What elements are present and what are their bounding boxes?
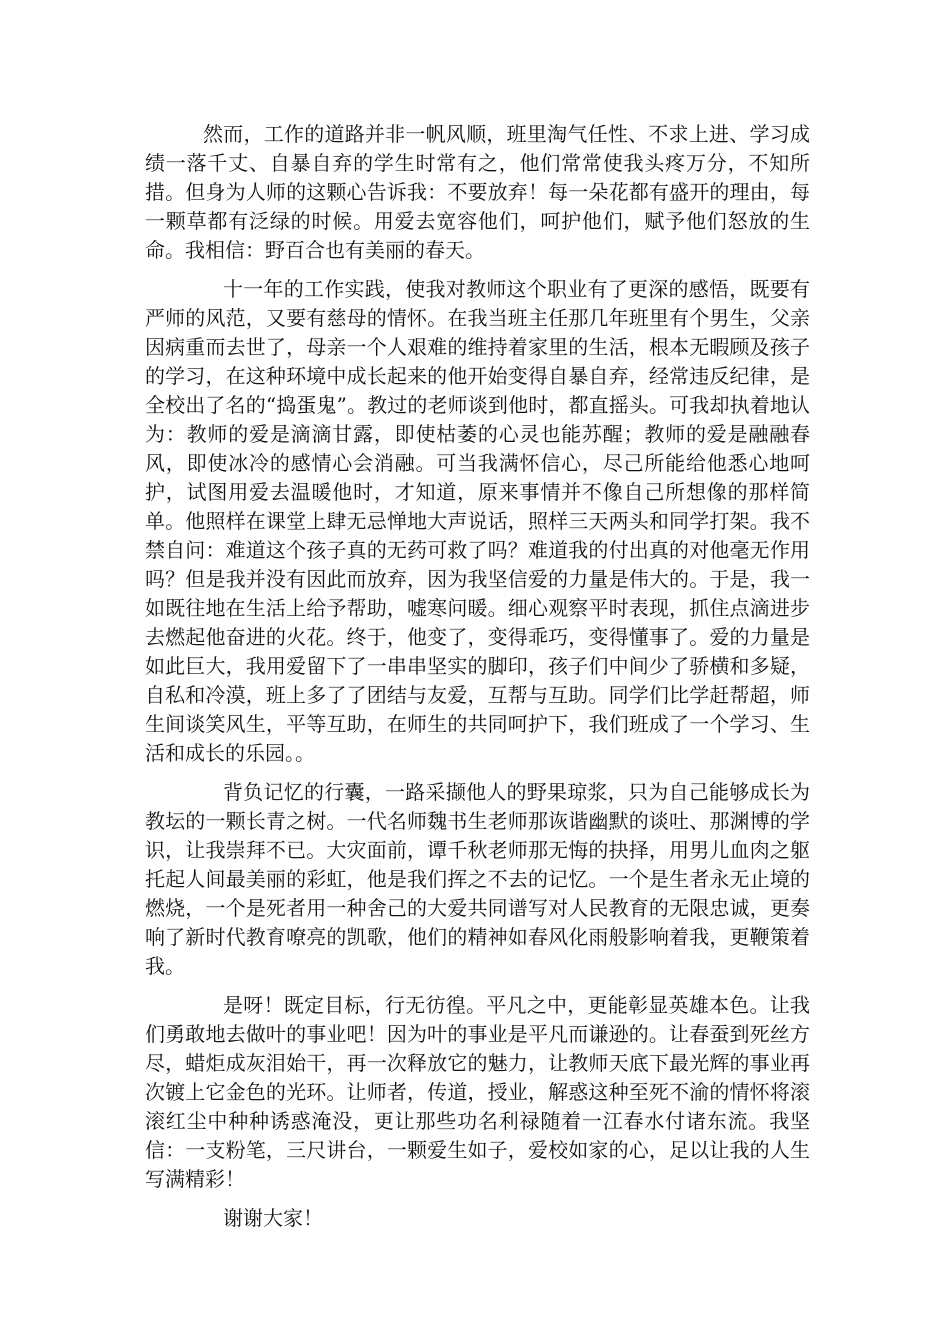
paragraph-1: 然而，工作的道路并非一帆风顺，班里淘气任性、不求上进、学习成绩一落千丈、自暴自弃的学生时常有之，他们常常使我头疼万分，不知所措。但身为人师的这颗心告诉我：不要放弃！每一朵花都有盛开的理由，每一颗草都有泛绿的时候。用爱去宽容他们，呵护他们，赋予他们怒放的生命。我相信：野百合也有美丽的春天。 xyxy=(145,122,810,262)
paragraph-2: 十一年的工作实践，使我对教师这个职业有了更深的感悟，既要有严师的风范，又要有慈母的情怀。在我当班主任那几年班里有个男生，父亲因病重而去世了，母亲一个人艰难的维持着家里的生活，根本无暇顾及孩子的学习，在这种环境中成长起来的他开始变得自暴自弃，经常违反纪律，是全校出了名的“捣蛋鬼”。教过的老师谈到他时，都直摇头。可我却执着地认为：教师的爱是滴滴甘露，即使枯萎的心灵也能苏醒；教师的爱是融融春风，即使冰冷的感情心会消融。可当我满怀信心，尽己所能给他悉心地呵护，试图用爱去温暖他时，才知道，原来事情并不像自己所想像的那样简单。他照样在课堂上肆无忌惮地大声说话，照样三天两头和同学打架。我不禁自问：难道这个孩子真的无药可救了吗？难道我的付出真的对他毫无作用吗？但是我并没有因此而放弃，因为我坚信爱的力量是伟大的。于是，我一如既往地在生活上给予帮助，嘘寒问暖。细心观察平时表现，抓住点滴进步去燃起他奋进的火花。终于，他变了，变得乖巧，变得懂事了。爱的力量是如此巨大，我用爱留下了一串串坚实的脚印，孩子们中间少了骄横和多疑，自私和冷漠，班上多了了团结与友爱，互帮与互助。同学们比学赶帮超，师生间谈笑风生，平等互助，在师生的共同呵护下，我们班成了一个学习、生活和成长的乐园。。 xyxy=(145,277,810,765)
paragraph-3: 背负记忆的行囊，一路采撷他人的野果琼浆，只为自己能够成长为教坛的一颗长青之树。一代名师魏书生老师那诙谐幽默的谈吐、那渊博的学识，让我崇拜不已。大灾面前，谭千秋老师那无悔的抉择，用男儿血肉之躯托起人间最美丽的彩虹，他是我们挥之不去的记忆。一个是生者永无止境的燃烧，一个是死者用一种舍己的大爱共同谱写对人民教育的无限忠诚，更奏响了新时代教育嘹亮的凯歌，他们的精神如春风化雨般影响着我，更鞭策着我。 xyxy=(145,780,810,978)
closing-line: 谢谢大家！ xyxy=(223,1206,323,1230)
paragraph-4: 是呀！既定目标，行无彷徨。平凡之中，更能彰显英雄本色。让我们勇敢地去做叶的事业吧！因为叶的事业是平凡而谦逊的。让春蚕到死丝方尽，蜡炬成灰泪始干，再一次释放它的魅力，让教师天底下最光辉的事业再次镀上它金色的光环。让师者，传道，授业，解惑这种至死不渝的情怀将滚滚红尘中种种诱惑淹没，更让那些功名利禄随着一江春水付诸东流。我坚信：一支粉笔，三尺讲台，一颗爱生如子，爱校如家的心，足以让我的人生写满精彩！ xyxy=(145,993,810,1191)
document-page xyxy=(145,120,810,1243)
